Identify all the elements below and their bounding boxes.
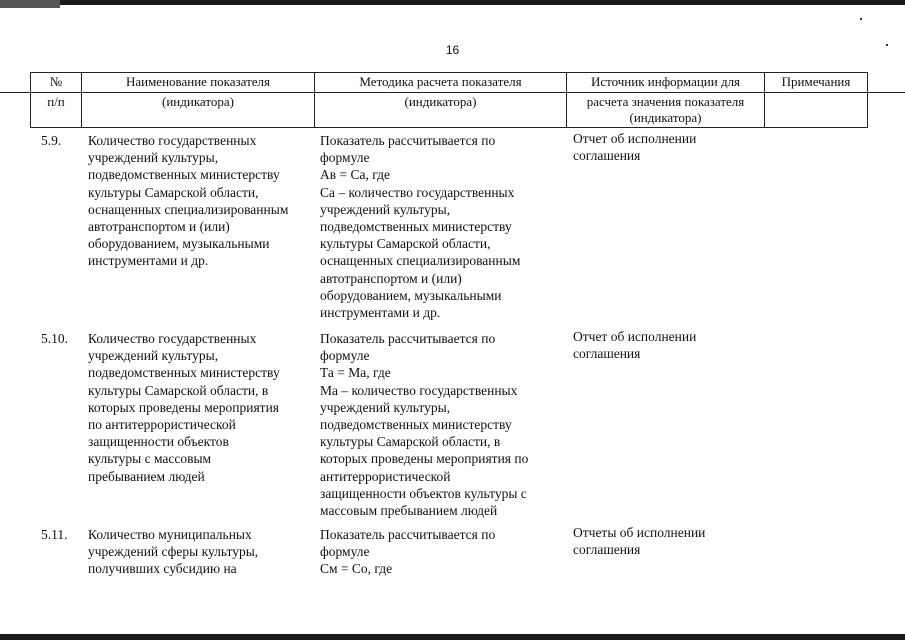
header-num: № xyxy=(49,74,63,89)
header-method: Методика расчета показателя xyxy=(359,74,522,89)
info-source: Отчет об исполнении соглашения xyxy=(573,329,697,362)
col-border xyxy=(867,72,868,128)
indicator-name: Количество государственных учреждений культуры, подведомственных министерству культуры Самарской области, оснащенных специализированным автотранспортом и (или) оборудованием, музыкальными инструментами и др. xyxy=(88,133,289,269)
scan-bottom-border xyxy=(0,634,905,640)
header-method-sub: (индикатора) xyxy=(404,94,477,109)
header-name-sub: (индикатора) xyxy=(162,94,234,109)
header-divider xyxy=(30,92,905,93)
calculation-method: Показатель рассчитывается по формуле Та = Ма, где Ма – количество государственных учреждений культуры, подведомственных министерству культуры Самарской области, в которых проведены мероприятия по антитеррористической защищенности объектов культуры с массовым пребыванием людей xyxy=(320,331,529,519)
header-source: Источник информации для xyxy=(590,74,741,89)
indicator-name: Количество муниципальных учреждений сферы культуры, получивших субсидию на xyxy=(88,527,259,577)
header-bottom-border xyxy=(30,127,868,128)
row-number: 5.10. xyxy=(41,331,68,346)
info-source: Отчет об исполнении соглашения xyxy=(573,131,697,164)
header-name: Наименование показателя xyxy=(125,74,271,89)
calculation-method: Показатель рассчитывается по формуле Ав = Са, где Са – количество государственных учреждений культуры, подведомственных министерству культуры Самарской области, оснащенных специализированным автотранспортом и (или) оборудованием, музыкальными инструментами и др. xyxy=(320,133,521,321)
header-notes: Примечания xyxy=(781,74,851,89)
scan-speck xyxy=(860,18,862,20)
table-top-border xyxy=(30,72,868,73)
header-num-sub: п/п xyxy=(47,94,65,109)
scan-top-border xyxy=(0,0,905,5)
calculation-method: Показатель рассчитывается по формуле См = Со, где xyxy=(320,527,496,577)
row-number: 5.9. xyxy=(41,133,62,148)
scan-corner-mark xyxy=(0,0,60,8)
header-divider-ext xyxy=(0,92,30,93)
row-number: 5.11. xyxy=(41,527,68,542)
indicator-name: Количество государственных учреждений культуры, подведомственных министерству культуры Самарской области, в которых проведены мероприятия по антитеррористической защищенности объектов культуры с массовым пребыванием людей xyxy=(88,331,280,484)
page-number: 16 xyxy=(445,43,460,57)
header-source-sub: расчета значения показателя (индикатора) xyxy=(586,94,745,125)
info-source: Отчеты об исполнении соглашения xyxy=(573,525,706,558)
